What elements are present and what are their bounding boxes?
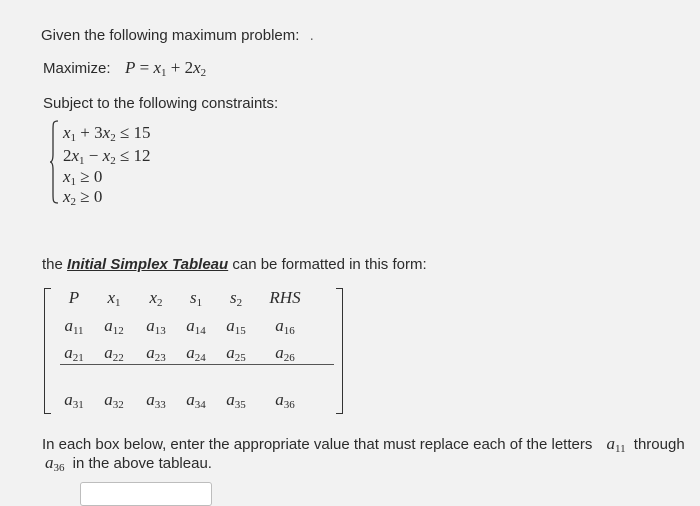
cell-index: 15 — [234, 325, 246, 337]
cell-letter: a — [146, 316, 155, 335]
cell-index: 12 — [112, 325, 124, 337]
cell-index: 21 — [72, 352, 84, 364]
c2-var-a: x — [71, 146, 80, 165]
instruction-text: In each box below, enter the appropriate value that must replace each of the letters — [42, 436, 593, 453]
constraint-1 — [63, 123, 151, 144]
tableau-cell-a32 — [92, 390, 136, 411]
cell-letter: a — [146, 390, 155, 409]
cell-letter: a — [104, 316, 113, 335]
cell-index: 16 — [283, 325, 295, 337]
c2-sub-a: 1 — [79, 155, 85, 167]
header-sub: 2 — [236, 297, 243, 309]
cell-letter: a — [146, 343, 155, 362]
tableau-header-5 — [263, 288, 307, 308]
objective-function: $P = x_1 + 2x_2$ — [124, 58, 207, 79]
cell-letter: a — [226, 316, 235, 335]
instruction-from-letter — [607, 434, 626, 453]
tableau-cell-a36 — [263, 390, 307, 411]
tableau-intro — [42, 256, 427, 273]
objective-line — [43, 58, 206, 79]
tableau-header-3 — [174, 288, 218, 309]
tableau-cell-a25 — [214, 343, 258, 364]
cell-index: 13 — [154, 325, 166, 337]
cell-index: 31 — [72, 399, 84, 411]
c2-coef: 2 — [63, 146, 72, 165]
tableau-cell-a35 — [214, 390, 258, 411]
maximize-label: Maximize: — [43, 60, 111, 77]
cell-letter: a — [226, 390, 235, 409]
c1-var-b: x — [102, 123, 111, 142]
cell-index: 24 — [194, 352, 206, 364]
c4-rhs: 0 — [93, 187, 103, 206]
cell-index: 25 — [234, 352, 246, 364]
tableau-cell-a16 — [263, 316, 307, 337]
header-var: x — [107, 288, 116, 307]
tableau-cell-a22 — [92, 343, 136, 364]
cell-index: 33 — [154, 399, 166, 411]
instruction-line-2 — [45, 453, 212, 474]
c1-rel: ≤ — [119, 123, 130, 142]
problem-intro — [41, 27, 314, 44]
instruction-through: through — [633, 436, 685, 453]
cell-letter: a — [64, 316, 73, 335]
tableau-intro-emph: Initial Simplex Tableau — [67, 256, 229, 273]
cell-index: 32 — [112, 399, 124, 411]
cell-letter: a — [104, 390, 113, 409]
objective-x1-sub: 1 — [161, 67, 167, 79]
constraint-3 — [63, 167, 102, 188]
c3-sub: 1 — [70, 176, 77, 188]
cell-index: 11 — [72, 325, 84, 337]
cell-letter: a — [104, 343, 113, 362]
tableau-cell-a13 — [134, 316, 178, 337]
tableau-cell-a34 — [174, 390, 218, 411]
from-letter: a — [606, 434, 616, 453]
objective-op: + — [170, 58, 181, 77]
tableau-header-2 — [134, 288, 178, 309]
tableau-cell-a33 — [134, 390, 178, 411]
c2-rhs: 12 — [133, 146, 151, 165]
to-sub: 36 — [53, 462, 65, 474]
intro-text: Given the following maximum problem: — [41, 27, 300, 44]
cell-index: 23 — [154, 352, 166, 364]
cell-letter: a — [64, 390, 73, 409]
instruction-line-1 — [42, 434, 685, 455]
constraint-brace — [49, 120, 59, 204]
tableau-cell-a12 — [92, 316, 136, 337]
c4-sub: 2 — [70, 196, 77, 208]
c3-rhs: 0 — [93, 167, 103, 186]
c2-rel: ≤ — [119, 146, 130, 165]
cell-index: 34 — [194, 399, 206, 411]
tableau-cell-a24 — [174, 343, 218, 364]
header-var: s — [189, 288, 197, 307]
cell-letter: a — [275, 343, 284, 362]
instruction-tail: in the above tableau. — [72, 455, 212, 472]
cell-letter: a — [64, 343, 73, 362]
c3-var: x — [63, 167, 71, 186]
header-var: s — [229, 288, 237, 307]
objective-x2-sub: 2 — [200, 67, 207, 79]
cell-index: 35 — [234, 399, 246, 411]
tableau-left-bracket — [44, 288, 51, 414]
constraint-4 — [63, 187, 102, 208]
c1-coef: 3 — [94, 123, 103, 142]
constraint-2 — [63, 146, 151, 167]
tableau-cell-a23 — [134, 343, 178, 364]
cell-letter: a — [226, 343, 235, 362]
cell-letter: a — [186, 343, 195, 362]
subject-to-heading: Subject to the following constraints: — [43, 95, 279, 112]
tableau-cell-a15 — [214, 316, 258, 337]
c1-var-a: x — [63, 123, 71, 142]
c4-var: x — [63, 187, 71, 206]
tableau-cell-a14 — [174, 316, 218, 337]
cell-letter: a — [275, 316, 284, 335]
cell-index: 26 — [283, 352, 295, 364]
c1-sub-b: 2 — [110, 132, 116, 144]
c2-var-b: x — [102, 146, 111, 165]
header-sub: 1 — [115, 297, 121, 309]
header-var: RHS — [269, 288, 301, 307]
cell-letter: a — [186, 390, 195, 409]
c1-sub-a: 1 — [70, 132, 77, 144]
to-letter: a — [45, 453, 54, 472]
intro-trail: . — [309, 27, 314, 44]
objective-p: P — [124, 58, 136, 77]
tableau-cell-a21 — [52, 343, 96, 364]
objective-x1: x — [153, 58, 161, 77]
c1-op: + — [80, 123, 90, 142]
cell-index: 22 — [112, 352, 124, 364]
c2-op: − — [88, 146, 99, 165]
cell-letter: a — [275, 390, 284, 409]
tableau-cell-a26 — [263, 343, 307, 364]
header-sub: 1 — [196, 297, 203, 309]
objective-x2: x — [193, 58, 201, 77]
header-var: P — [68, 288, 80, 307]
answer-box[interactable] — [80, 482, 212, 506]
tableau-header-0 — [52, 288, 96, 308]
c3-rel: ≥ — [80, 167, 90, 186]
tableau-intro-pre: the — [42, 256, 63, 273]
tableau-cell-a11 — [52, 316, 96, 337]
instruction-to-letter — [45, 453, 65, 472]
tableau-header-4 — [214, 288, 258, 309]
tableau-header-1 — [92, 288, 136, 309]
objective-coef: 2 — [184, 58, 194, 77]
from-sub: 11 — [615, 443, 626, 455]
header-sub: 2 — [157, 297, 163, 309]
tableau-right-bracket — [336, 288, 343, 414]
header-var: x — [149, 288, 158, 307]
tableau-cell-a31 — [52, 390, 96, 411]
cell-letter: a — [186, 316, 195, 335]
c4-rel: ≥ — [80, 187, 90, 206]
c2-sub-b: 2 — [110, 155, 116, 167]
cell-index: 36 — [283, 399, 295, 411]
tableau-intro-post: can be formatted in this form: — [232, 256, 427, 273]
c1-rhs: 15 — [133, 123, 151, 142]
tableau-divider — [60, 364, 334, 365]
cell-index: 14 — [194, 325, 206, 337]
